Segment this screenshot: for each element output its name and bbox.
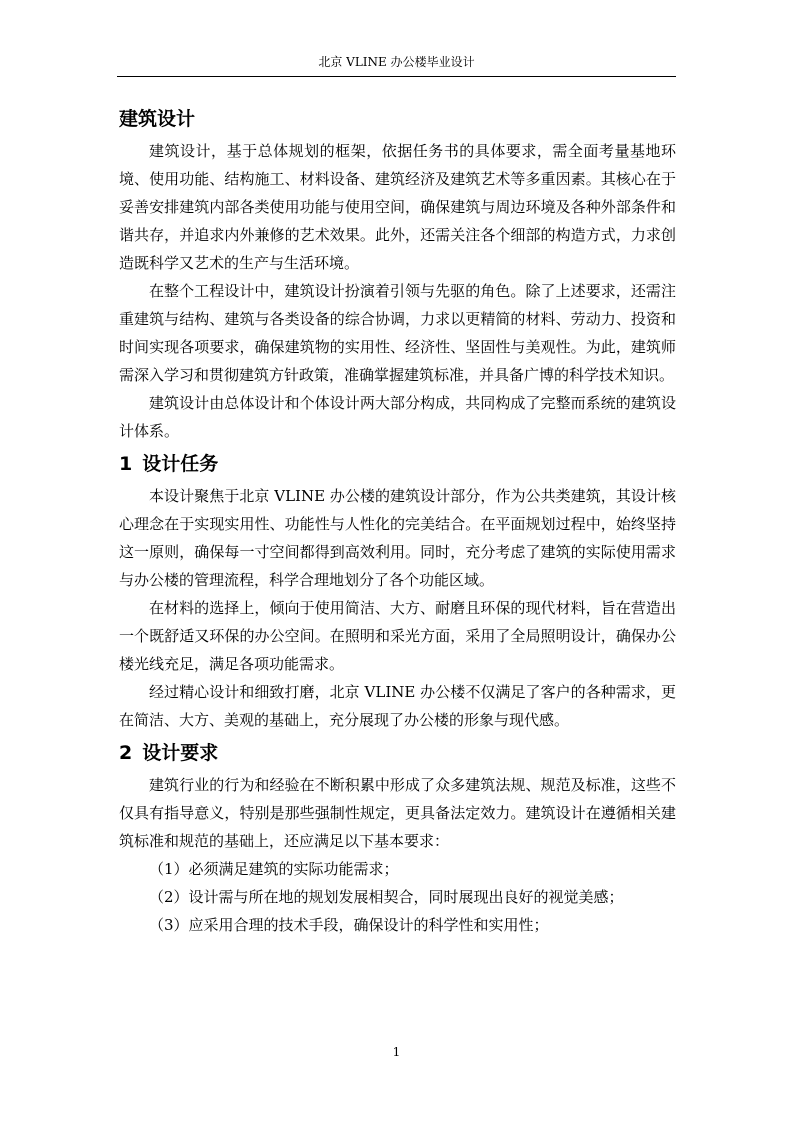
section2-paragraph-1: 建筑行业的行为和经验在不断积累中形成了众多建筑法规、规范及标准，这些不仅具有指导意义，特别是那些强制性规定，更具备法定效力。建筑设计在遵循相关建筑标准和规范的基础上，还应满足以下基本要求： xyxy=(119,776,676,850)
section-heading-2 xyxy=(119,738,676,768)
running-header-text: 北京 VLINE 办公楼毕业设计 xyxy=(318,55,475,69)
section-title-1: 设计任务 xyxy=(142,453,219,475)
page-number-text: 1 xyxy=(392,1045,401,1059)
chapter-title: 建筑设计 xyxy=(119,108,196,130)
section1-paragraph-3: 经过精心设计和细致打磨，北京 VLINE 办公楼不仅满足了客户的各种需求，更在简洁、大方、美观的基础上，充分展现了办公楼的形象与现代感。 xyxy=(119,683,676,729)
section-heading-1 xyxy=(119,449,676,479)
intro-paragraph-3: 建筑设计由总体设计和个体设计两大部分构成，共同构成了完整而系统的建筑设计体系。 xyxy=(119,394,676,440)
intro-paragraph-1: 建筑设计，基于总体规划的框架，依据任务书的具体要求，需全面考量基地环境、使用功能、结构施工、材料设备、建筑经济及建筑艺术等多重因素。其核心在于妥善安排建筑内部各类使用功能与使用空间，确保建筑与周边环境及各种外部条件和谐共存，并追求内外兼修的艺术效果。此外，还需关注各个细部的构造方式，力求创造既科学又艺术的生产与生活环境。 xyxy=(119,142,676,272)
running-header xyxy=(117,54,676,77)
section-number-2: 2 xyxy=(119,742,133,764)
intro-paragraph-2: 在整个工程设计中，建筑设计扮演着引领与先驱的角色。除了上述要求，还需注重建筑与结构、建筑与各类设备的综合协调，力求以更精简的材料、劳动力、投资和时间实现各项要求，确保建筑物的实用性、经济性、坚固性与美观性。为此，建筑师需深入学习和贯彻建筑方针政策，准确掌握建筑标准，并具备广博的科学技术知识。 xyxy=(119,282,676,384)
page-number xyxy=(0,1044,793,1060)
section-title-2: 设计要求 xyxy=(142,742,219,764)
section1-paragraph-2: 在材料的选择上，倾向于使用简洁、大方、耐磨且环保的现代材料，旨在营造出一个既舒适又环保的办公空间。在照明和采光方面，采用了全局照明设计，确保办公楼光线充足，满足各项功能需求。 xyxy=(119,599,676,673)
requirement-item-1: （1）必须满足建筑的实际功能需求； xyxy=(149,860,399,878)
requirement-item-3: （3）应采用合理的技术手段，确保设计的科学性和实用性； xyxy=(149,916,549,934)
document-body xyxy=(119,104,676,939)
section-number-1: 1 xyxy=(119,453,133,475)
section1-paragraph-1: 本设计聚焦于北京 VLINE 办公楼的建筑设计部分，作为公共类建筑，其设计核心理念在于实现实用性、功能性与人性化的完美结合。在平面规划过程中，始终坚持这一原则，确保每一寸空间都得到高效利用。同时，充分考虑了建筑的实际使用需求与办公楼的管理流程，科学合理地划分了各个功能区域。 xyxy=(119,487,676,589)
requirement-item-2: （2）设计需与所在地的规划发展相契合，同时展现出良好的视觉美感； xyxy=(149,888,624,906)
